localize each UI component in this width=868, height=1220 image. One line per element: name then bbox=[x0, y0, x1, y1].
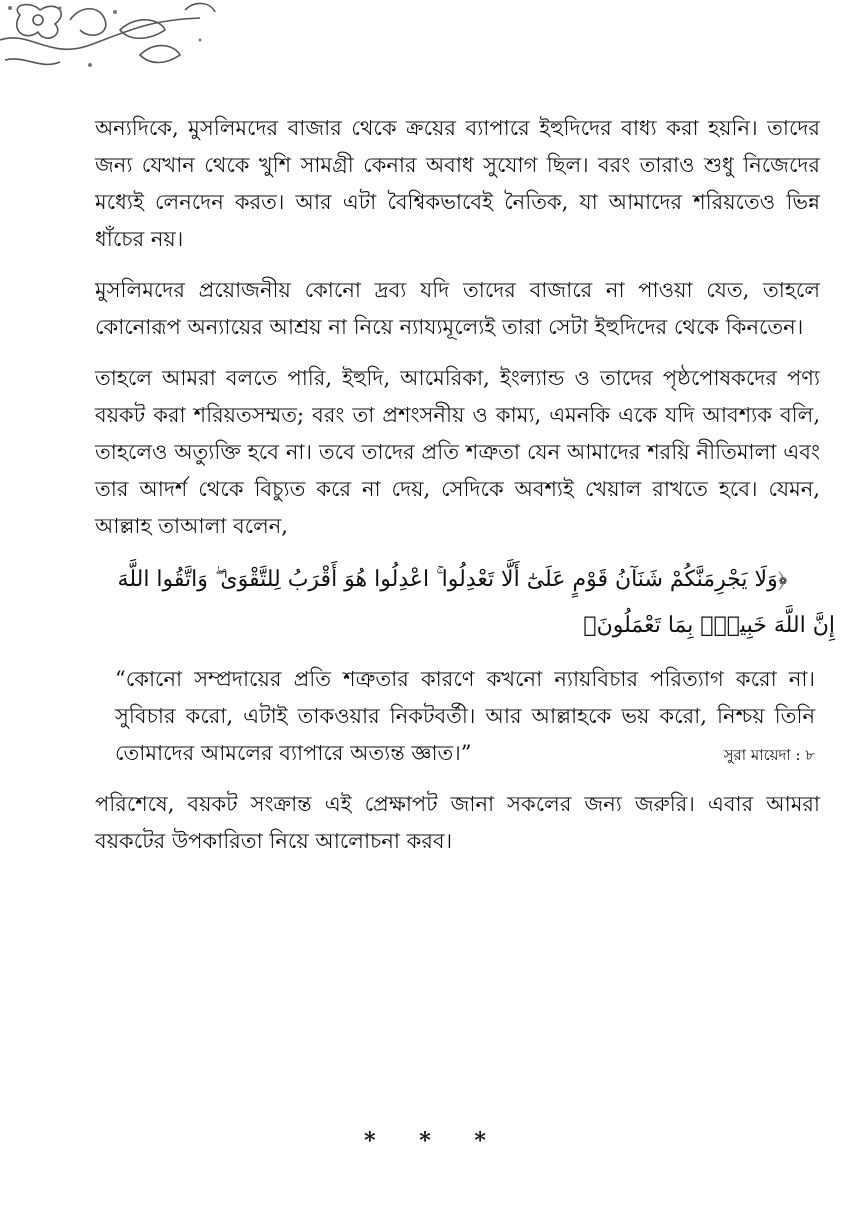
paragraph-2: মুসলিমদের প্রয়োজনীয় কোনো দ্রব্য যদি তাদের বাজারে না পাওয়া যেত, তাহলে কোনোরূপ অন্যায়ের আশ্রয় না নিয়ে ন্যায্যমূল্যেই তারা সেটা ইহুদিদের থেকে কিনতেন। bbox=[95, 278, 820, 339]
arabic-verse-line-2: إِنَّ اللَّهَ خَبِيرٌۢ بِمَا تَعْمَلُونَ﴾ bbox=[583, 613, 835, 638]
verse-translation-quote bbox=[115, 661, 815, 772]
arabic-verse-line-1: ﴿وَلَا يَجْرِمَنَّكُمْ شَنَآنُ قَوْمٍ عَلَىٰٓ أَلَّا تَعْدِلُوا ۚ اعْدِلُوا هُوَ أَقْرَبُ لِلتَّقْوَىٰ ۖ وَاتَّقُوا اللَّهَ bbox=[117, 567, 788, 592]
page-body bbox=[95, 110, 835, 874]
closing-paragraph: পরিশেষে, বয়কট সংক্রান্ত এই প্রেক্ষাপট জানা সকলের জন্য জরুরি। এবার আমরা বয়কটের উপকারিতা নিয়ে আলোচনা করব। bbox=[95, 792, 820, 853]
paragraph-1: অন্যদিকে, মুসলিমদের বাজার থেকে ক্রয়ের ব্যাপারে ইহুদিদের বাধ্য করা হয়নি। তাদের জন্য যেখান থেকে খুশি সামগ্রী কেনার অবাধ সুযোগ ছিল। বরং তারাও শুধু নিজেদের মধ্যেই লেনদেন করত। আর এটা বৈশ্বিকভাবেই নৈতিক, যা আমাদের শরিয়তেও ভিন্ন ধাঁচের নয়। bbox=[95, 116, 820, 251]
paragraph-3: তাহলে আমরা বলতে পারি, ইহুদি, আমেরিকা, ইংল্যান্ড ও তাদের পৃষ্ঠপোষকদের পণ্য বয়কট করা শরিয়তসম্মত; বরং তা প্রশংসনীয় ও কাম্য, এমনকি একে যদি আবশ্যক বলি, তাহলেও অত্যুক্তি হবে না। তবে তাদের প্রতি শত্রুতা যেন আমাদের শরয়ি নীতিমালা এবং তার আদর্শ থেকে বিচ্যুত করে না দেয়, সেদিকে অবশ্যই খেয়াল রাখতে হবে। যেমন, আল্লাহ তাআলা বলেন, bbox=[95, 366, 820, 538]
section-separator: * * * bbox=[364, 1128, 504, 1154]
quote-text: “কোনো সম্প্রদায়ের প্রতি শত্রুতার কারণে কখনো ন্যায়বিচার পরিত্যাগ করো না। সুবিচার করো, এটাই তাকওয়ার নিকটবর্তী। আর আল্লাহকে ভয় করো, নিশ্চয় তিনি তোমাদের আমলের ব্যাপারে অত্যন্ত জ্ঞাত।” bbox=[115, 667, 815, 765]
verse-reference: সুরা মায়েদা : ৮ bbox=[723, 746, 815, 764]
floral-corner-ornament-icon bbox=[0, 0, 230, 80]
